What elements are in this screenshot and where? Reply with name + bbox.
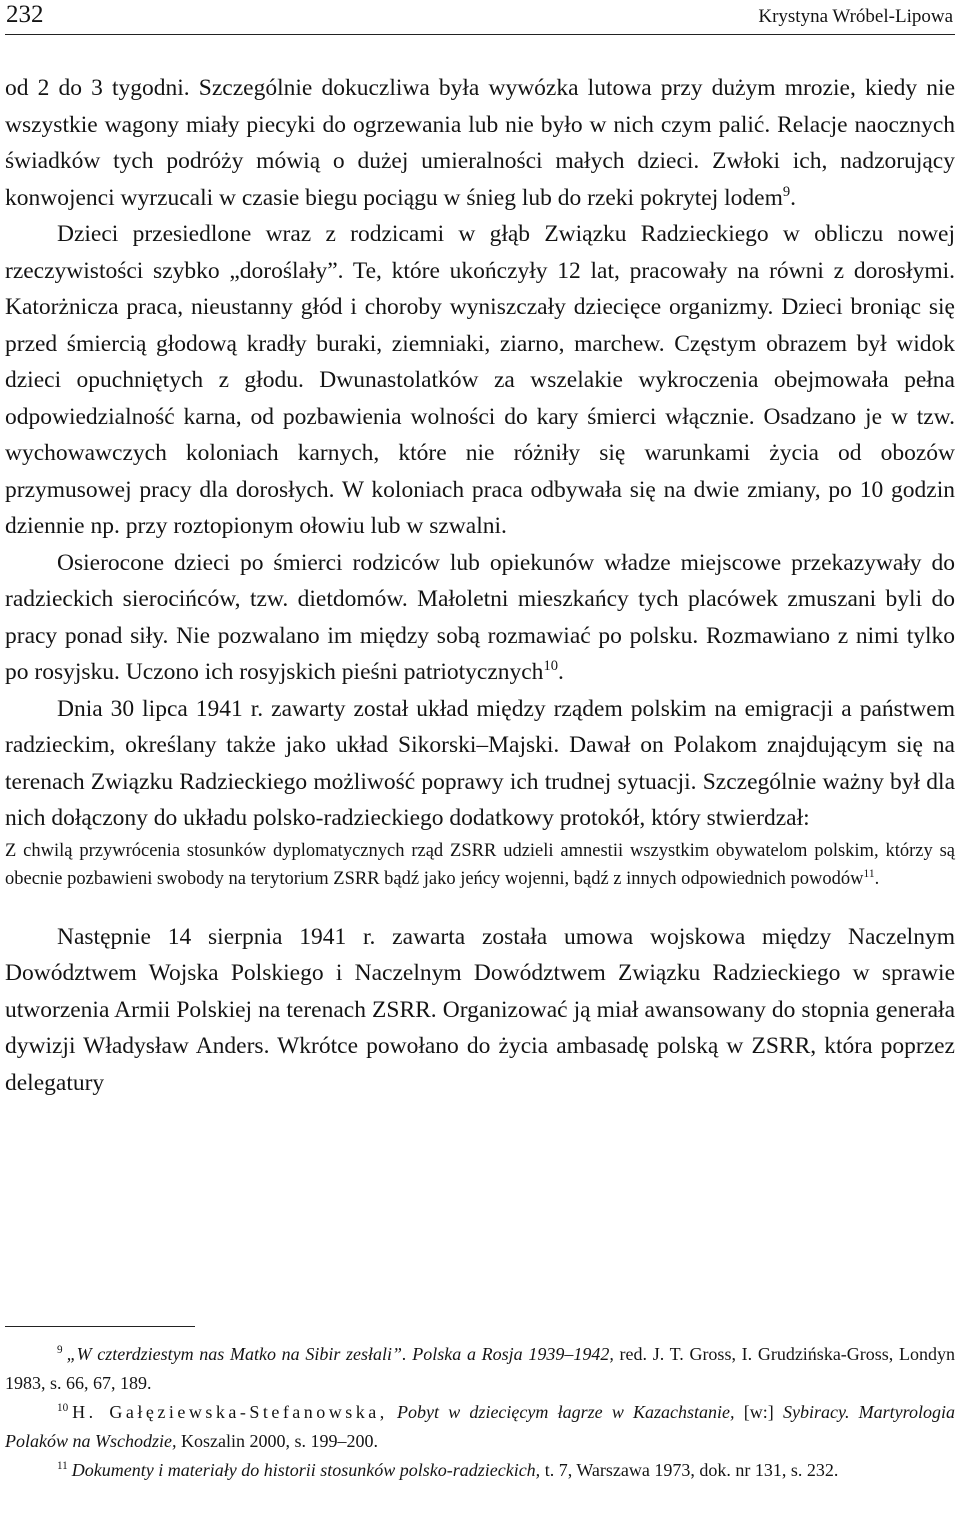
- running-head: Krystyna Wróbel-Lipowa: [758, 6, 953, 27]
- page-header: [5, 1, 955, 35]
- block-quote: Z chwilą przywrócenia stosunków dyplomatycznych rząd ZSRR udzieli amnestii wszystkim obywatelom polskim, którzy są obecnie pozbawieni swobody na terytorium ZSRR bądź jako jeńcy wojenni, bądź z innych odpowiednich powodów$^{11}$.: [5, 840, 955, 889]
- paragraph-3: Osierocone dzieci po śmierci rodziców lub opiekunów władze miejscowe przekazywały do radzieckich sierocińców, tzw. dietdomów. Małoletni mieszkańcy tych placówek zmuszani byli do pracy ponad siły. Nie pozwalano im między sobą rozmawiać po polsku. Rozmawiano z nimi tylko po rosyjsku. Uczono ich rosyjskich pieśni patriotycznych$^{10}$.: [5, 549, 955, 685]
- footnote-author: H. Gałęziewska-Stefanowska,: [72, 1402, 388, 1422]
- footnote-ref-10: 10: [543, 658, 558, 675]
- footnote-divider: [5, 1326, 195, 1327]
- paragraph-2: Dzieci przesiedlone wraz z rodzicami w głąb Związku Radzieckiego w obliczu nowej rzeczywistości szybko „doroślały”. Te, które ukończyły 12 lat, pracowały na równi z dorosłymi. Katorżnicza praca, nieustanny głód i choroby wyniszczały dziecięce organizmy. Dzieci broniąc się przed śmiercią głodową kradły buraki, ziemniaki, ziarno, marchew. Częstym obrazem był widok dzieci opuchniętych z głodu. Dwunastolatków za wszelakie wykroczenia obejmowała pełna odpowiedzialność karna, od pozbawienia wolności do kary śmierci włącznie. Osadzano je w tzw. wychowawczych koloniach karnych, które nie różniły się warunkami życia od obozów przymusowej pracy dla dorosłych. W koloniach praca odbywała się na dwie zmiany, po 10 godzin dziennie np. przy roztopionym ołowiu lub w szwalni.: [5, 221, 955, 539]
- paragraph-5: Następnie 14 sierpnia 1941 r. zawarta została umowa wojskowa między Naczelnym Dowództwem Wojska Polskiego i Naczelnym Dowództwem Związku Radzieckiego w sprawie utworzenia Armii Polskiej na terenach ZSRR. Organizować ją miał awansowany do stopnia generała dywizji Władysław Anders. Wkrótce powołano do życia ambasadę polską w ZSRR, która poprzez delegatury: [5, 923, 955, 1096]
- body-text: [5, 70, 955, 1101]
- footnote-9: $^9$ „W czterdziestym nas Matko na Sibir zesłali”. Polska a Rosja 1939–1942, red. J. T. Gross, I. Grudzińska-Gross, Londyn 1983, s. 66, 67, 189.: [5, 1344, 955, 1393]
- footnotes: [5, 1340, 955, 1485]
- footnote-ref-11: 11: [863, 867, 875, 880]
- page-number: 232: [6, 1, 44, 28]
- paragraph-1: od 2 do 3 tygodni. Szczególnie dokuczliwa była wywózka lutowa przy dużym mrozie, kiedy nie wszystkie wagony miały piecyki do ogrzewania lub nie było w nich czym palić. Relacje naocznych świadków tych podróży mówią o dużej umieralności małych dzieci. Zwłoki ich, nadzorujący konwojenci wyrzucali w czasie biegu pociągu w śnieg lub do rzeki pokrytej lodem$^9$.: [5, 75, 955, 211]
- paragraph-4: Dnia 30 lipca 1941 r. zawarty został układ między rządem polskim na emigracji a państwem radzieckim, określany także jako układ Sikorski–Majski. Dawał on Polakom znajdującym się na terenach Związku Radzieckiego możliwość poprawy ich trudnej sytuacji. Szczególnie ważny był dla nich dołączony do układu polsko-radzieckiego dodatkowy protokół, który stwierdzał:: [5, 695, 955, 831]
- footnote-ref-9: 9: [782, 183, 791, 200]
- footnote-10: $^{10}$ H. Gałęziewska-Stefanowska, Pobyt w dziecięcym łagrze w Kazachstanie, [w:] Sybiracy. Martyrologia Polaków na Wschodzie, Koszalin 2000, s. 199–200.: [5, 1402, 955, 1451]
- footnote-11: $^{11}$ Dokumenty i materiały do historii stosunków polsko-radzieckich, t. 7, Warszawa 1973, dok. nr 131, s. 232.: [57, 1460, 839, 1480]
